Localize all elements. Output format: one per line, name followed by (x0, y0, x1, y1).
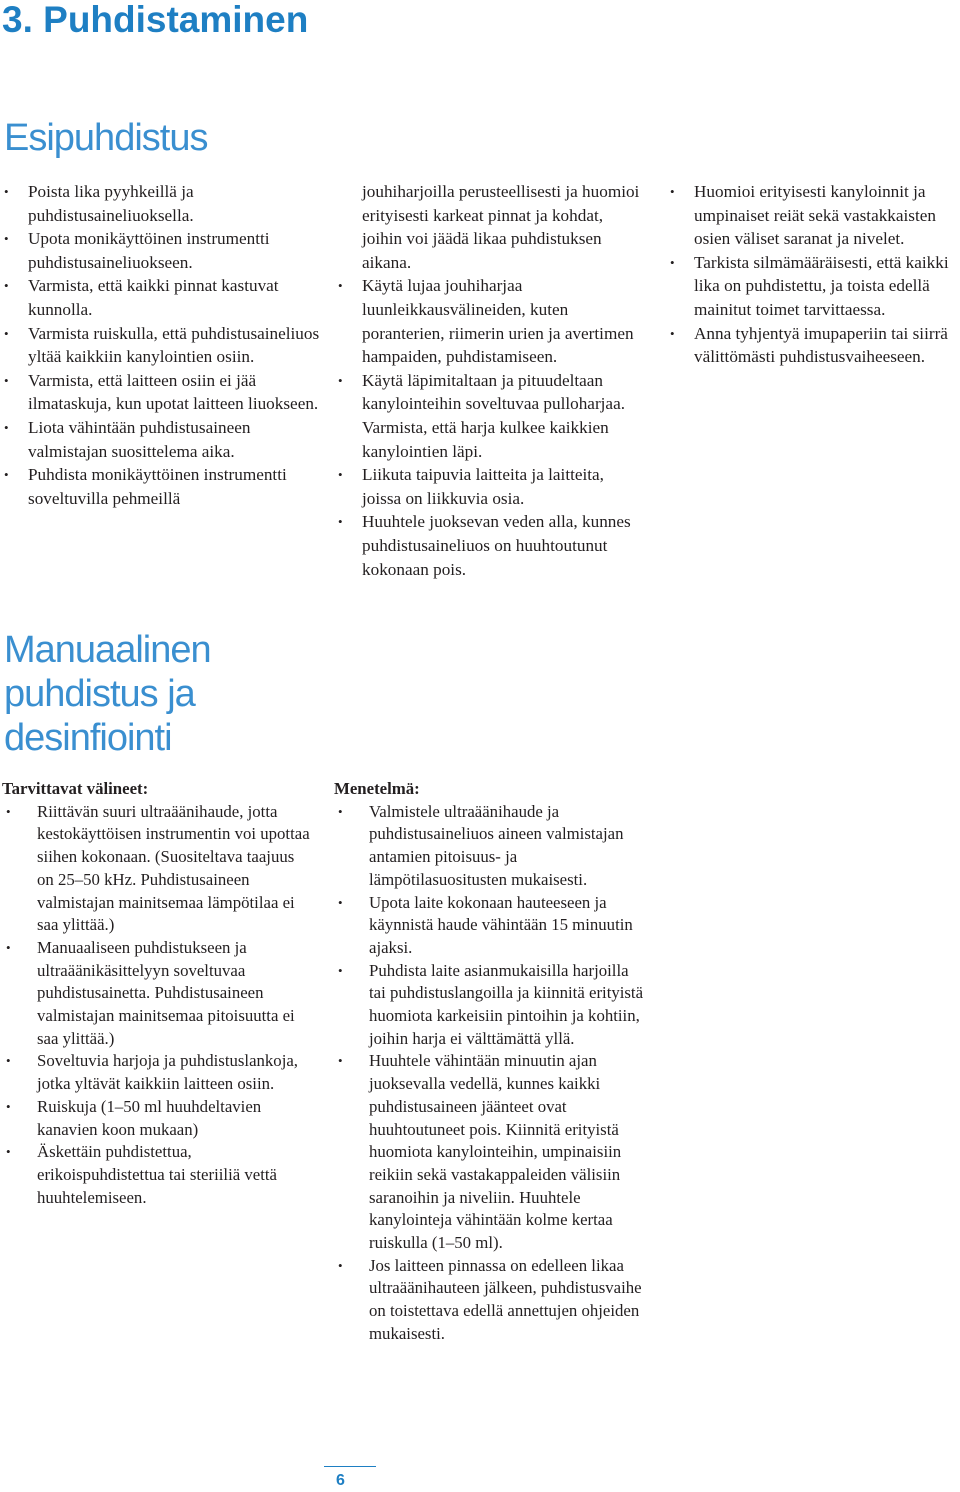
chapter-title: 3. Puhdistaminen (2, 0, 309, 40)
list-item: • Liikuta taipuvia laitteita ja laitteita, joissa on liikkuvia osia. (334, 463, 644, 510)
list-item: • Varmista ruiskulla, että puhdistusaineliuos yltää kaikkiin kanylointien osiin. (0, 322, 320, 369)
list-item: • Huuhtele vähintään minuutin ajan juoksevalla vedellä, kunnes kaikki puhdistusaineen jäänteet ovat huuhtoutuneet pois. Kiinnitä erityistä huomiota kanylointeihin, umpinaisiin reikiin sekä vastakappaleiden välisiin saranoihin ja niveliin. Huuhtele kanylointeja vähintään kolme kertaa ruiskulla (1–50 ml). (334, 1050, 644, 1254)
list-item: • Upota laite kokonaan hauteeseen ja käynnistä haude vähintään 15 minuutin ajaksi. (334, 892, 644, 960)
list-item: • Liota vähintään puhdistusaineen valmistajan suosittelema aika. (0, 416, 320, 463)
list-item: • Puhdista laite asianmukaisilla harjoilla tai puhdistuslangoilla ja kiinnitä erityistä huomiota karkeisiin pintoihin ja kohtiin, joihin harja ei välttämättä yllä. (334, 960, 644, 1051)
tools-column (2, 778, 312, 1209)
tools-heading: Tarvittavat välineet: (2, 779, 149, 798)
esipuhdistus-column-3 (666, 180, 960, 369)
list-item: • Upota monikäyttöinen instrumentti puhdistusaineliuokseen. (0, 227, 320, 274)
list-item: • Äskettäin puhdistettua, erikoispuhdistettua tai steriiliä vettä huuhtelemiseen. (2, 1141, 312, 1209)
list-item: • Varmista, että kaikki pinnat kastuvat kunnolla. (0, 274, 320, 321)
section-title-manual: Manuaalinen puhdistus ja desinfiointi (4, 629, 211, 759)
list-item: • Jos laitteen pinnassa on edelleen likaa ultraäänihauteen jälkeen, puhdistusvaihe on toistettava edellä annettujen ohjeiden mukaisesti. (334, 1255, 644, 1346)
continued-text: jouhiharjoilla perusteellisesti ja huomioi erityisesti karkeat pinnat ja kohdat, joihin voi jäädä likaa puhdistuksen aikana. (362, 182, 640, 272)
list-item: • Soveltuvia harjoja ja puhdistuslankoja, jotka yltävät kaikkiin laitteen osiin. (2, 1050, 312, 1095)
list-item: • Käytä läpimitaltaan ja pituudeltaan kanylointeihin soveltuvaa pulloharjaa. Varmista, että harja kulkee kaikkien kanylointien läpi. (334, 369, 644, 463)
list-item: • Anna tyhjentyä imupaperiin tai siirrä välittömästi puhdistusvaiheeseen. (666, 322, 960, 369)
esipuhdistus-column-1 (0, 180, 320, 510)
list-item: • Käytä lujaa jouhiharjaa luunleikkausvälineiden, kuten poranterien, riimerin urien ja avertimen hampaiden, puhdistamiseen. (334, 274, 644, 368)
esipuhdistus-column-2 (334, 180, 644, 581)
bullet-list (334, 801, 644, 1346)
list-item: • Valmistele ultraäänihaude ja puhdistusaineliuos aineen valmistajan antamien pitoisuus- ja lämpötilasuositusten mukaisesti. (334, 801, 644, 892)
list-item: • Huomioi erityisesti kanyloinnit ja umpinaiset reiät sekä vastakkaisten osien väliset saranat ja nivelet. (666, 180, 960, 251)
bullet-list (334, 274, 644, 581)
list-item: • Ruiskuja (1–50 ml huuhdeltavien kanavien koon mukaan) (2, 1096, 312, 1141)
method-heading: Menetelmä: (334, 779, 420, 798)
list-item: • Manuaaliseen puhdistukseen ja ultraäänikäsittelyyn soveltuvaa puhdistusainetta. Puhdistusaineen valmistajan mainitsemaa pitoisuutta ei saa ylittää.) (2, 937, 312, 1051)
list-item: • Tarkista silmämääräisesti, että kaikki lika on puhdistettu, ja toista edellä mainitut toimet tarvittaessa. (666, 251, 960, 322)
bullet-list (2, 801, 312, 1210)
section-title-esipuhdistus: Esipuhdistus (4, 117, 208, 159)
page-number: 6 (336, 1472, 345, 1489)
bullet-list (0, 180, 320, 510)
list-item: • Riittävän suuri ultraäänihaude, jotta kestokäyttöisen instrumentin voi upottaa siihen kokonaan. (Suositeltava taajuus on 25–50 kHz. Puhdistusaineen valmistajan mainitsemaa lämpötilaa ei saa ylittää.) (2, 801, 312, 937)
footer-rule (324, 1466, 376, 1467)
list-item: • Varmista, että laitteen osiin ei jää ilmataskuja, kun upotat laitteen liuokseen. (0, 369, 320, 416)
list-item: • Huuhtele juoksevan veden alla, kunnes puhdistusaineliuos on huuhtoutunut kokonaan pois. (334, 510, 644, 581)
method-column (334, 778, 644, 1346)
list-item: • Puhdista monikäyttöinen instrumentti soveltuvilla pehmeillä (0, 463, 320, 510)
bullet-list (666, 180, 960, 369)
list-item: • Poista lika pyyhkeillä ja puhdistusaineliuoksella. (0, 180, 320, 227)
